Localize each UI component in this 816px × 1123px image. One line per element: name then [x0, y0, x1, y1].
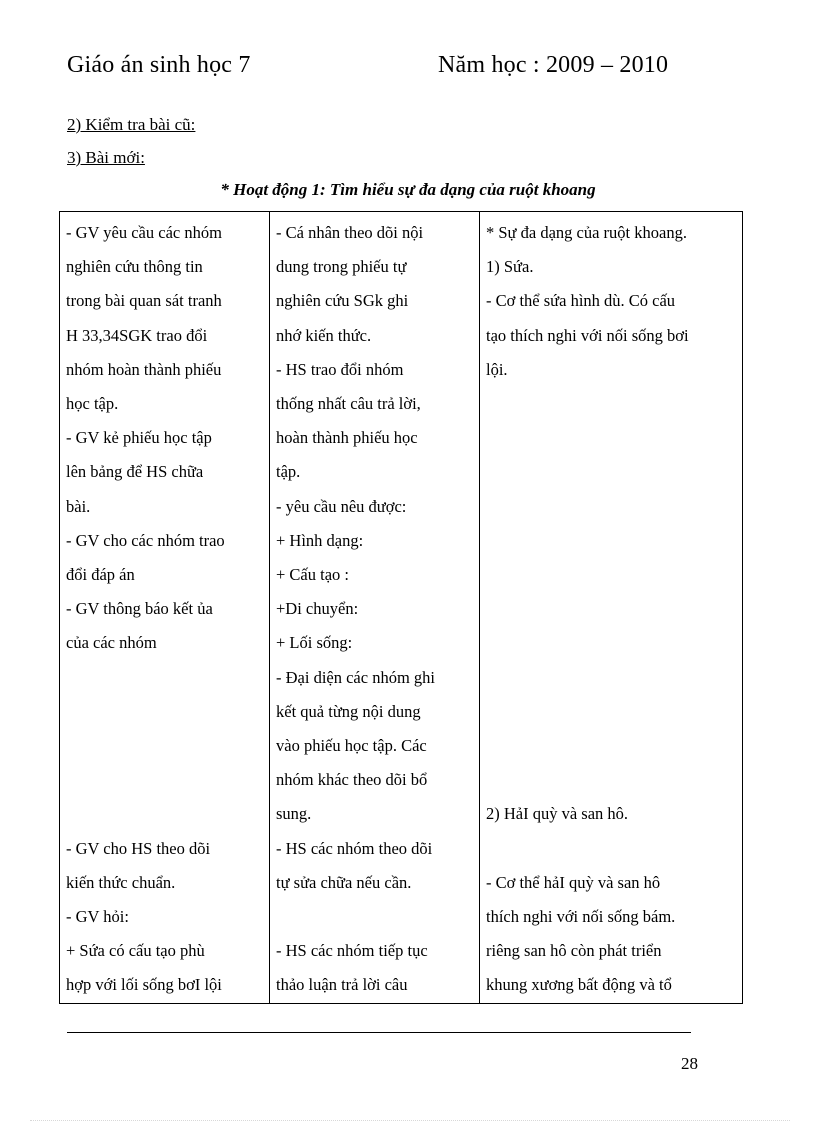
- col2-line: dung trong phiếu tự: [276, 257, 407, 277]
- col2-line: kết quả từng nội dung: [276, 701, 421, 721]
- col1-line: kiến thức chuẩn.: [66, 872, 176, 892]
- blank-line: [486, 626, 736, 660]
- blank-line: [66, 797, 263, 831]
- col2-line: sung.: [276, 804, 312, 824]
- blank-line: [66, 661, 263, 695]
- col3-line: lội.: [486, 359, 508, 379]
- col1-line: - GV cho HS theo dõi: [66, 838, 211, 858]
- content-column: [480, 212, 743, 1004]
- col3-line: thích nghi với nối sống bám.: [486, 906, 676, 926]
- header-subject: Giáo án sinh học 7: [67, 52, 251, 78]
- col2-line: nhớ kiến thức.: [276, 325, 372, 345]
- col3-line: khung xương bất động và tổ: [486, 975, 672, 995]
- col2-line: hoàn thành phiếu học: [276, 428, 418, 448]
- blank-line: [486, 455, 736, 489]
- col3-line: 2) HảI quỳ và san hô.: [486, 804, 629, 824]
- footer-divider: [67, 1032, 691, 1033]
- blank-line: [486, 695, 736, 729]
- col2-line: - HS các nhóm theo dõi: [276, 838, 433, 858]
- col1-line: - GV cho các nhóm trao: [66, 530, 225, 550]
- col1-line: trong bài quan sát tranh: [66, 291, 222, 311]
- col1-line: đổi đáp án: [66, 565, 135, 585]
- blank-line: [486, 421, 736, 455]
- section-check-old-lesson: 2) Kiểm tra bài cũ:: [67, 115, 196, 134]
- blank-line: [486, 831, 736, 865]
- col3-line: * Sự đa dạng của ruột khoang.: [486, 223, 687, 242]
- lesson-table: [59, 211, 743, 1004]
- col2-line: - HS trao đổi nhóm: [276, 359, 404, 379]
- col2-line: + Cấu tạo :: [276, 565, 350, 585]
- blank-line: [486, 387, 736, 421]
- student-activity-column: [270, 212, 480, 1004]
- col1-line: - GV hỏi:: [66, 906, 129, 926]
- col1-line: nghiên cứu thông tin: [66, 257, 203, 277]
- activity-title-text: * Hoạt động 1: Tìm hiểu sự đa dạng của ruột khoang: [220, 180, 596, 199]
- col1-line: + Sứa có cấu tạo phù: [66, 941, 205, 961]
- col2-line: - Đại diện các nhóm ghi: [276, 667, 435, 687]
- section-new-lesson: 3) Bài mới:: [67, 148, 145, 167]
- page-bottom-border: [30, 1120, 790, 1121]
- col3-line: - Cơ thể sứa hình dù. Có cấu: [486, 291, 676, 311]
- blank-line: [486, 763, 736, 797]
- blank-line: [486, 661, 736, 695]
- col2-line: tập.: [276, 462, 301, 482]
- blank-line: [486, 729, 736, 763]
- table-row: [60, 212, 743, 1004]
- col1-line: lên bảng để HS chữa: [66, 462, 204, 482]
- blank-line: [66, 763, 263, 797]
- col3-line: 1) Sứa.: [486, 257, 534, 277]
- col1-line: - GV kẻ phiếu học tập: [66, 428, 212, 448]
- teacher-activity-column: [60, 212, 270, 1004]
- col1-line: nhóm hoàn thành phiếu: [66, 359, 222, 379]
- col2-line: vào phiếu học tập. Các: [276, 736, 427, 756]
- col2-line: thống nhất câu trả lời,: [276, 394, 421, 414]
- blank-line: [486, 592, 736, 626]
- col3-line: - Cơ thể hảI quỳ và san hô: [486, 872, 661, 892]
- col2-line: + Lối sống:: [276, 633, 353, 653]
- col2-line: - yêu cầu nêu được:: [276, 496, 407, 516]
- col1-line: H 33,34SGK trao đổi: [66, 325, 208, 345]
- col3-line: tạo thích nghi với nối sống bơi: [486, 325, 689, 345]
- col2-line: - HS các nhóm tiếp tục: [276, 941, 428, 961]
- col1-line: - GV yêu cầu các nhóm: [66, 223, 222, 242]
- page-number: 28: [681, 1054, 698, 1073]
- col1-line: hợp với lối sống bơI lội: [66, 975, 222, 995]
- col2-line: + Hình dạng:: [276, 530, 364, 550]
- activity-title: [0, 180, 816, 200]
- header-school-year: Năm học : 2009 – 2010: [438, 52, 669, 78]
- col1-line: - GV thông báo kết ủa: [66, 599, 213, 619]
- blank-line: [486, 524, 736, 558]
- blank-line: [486, 558, 736, 592]
- col1-line: của các nhóm: [66, 633, 157, 653]
- blank-line: [66, 729, 263, 763]
- col2-line: - Cá nhân theo dõi nội: [276, 223, 424, 242]
- col3-line: riêng san hô còn phát triển: [486, 941, 662, 961]
- col2-line: tự sửa chữa nếu cần.: [276, 872, 412, 892]
- blank-line: [276, 900, 473, 934]
- blank-line: [66, 695, 263, 729]
- col2-line: nghiên cứu SGk ghi: [276, 291, 409, 311]
- blank-line: [486, 490, 736, 524]
- col2-line: nhóm khác theo dõi bổ: [276, 770, 428, 790]
- col2-line: +Di chuyển:: [276, 599, 359, 619]
- col2-line: thảo luận trả lời câu: [276, 975, 408, 995]
- col1-line: bài.: [66, 496, 91, 516]
- col1-line: học tập.: [66, 394, 119, 414]
